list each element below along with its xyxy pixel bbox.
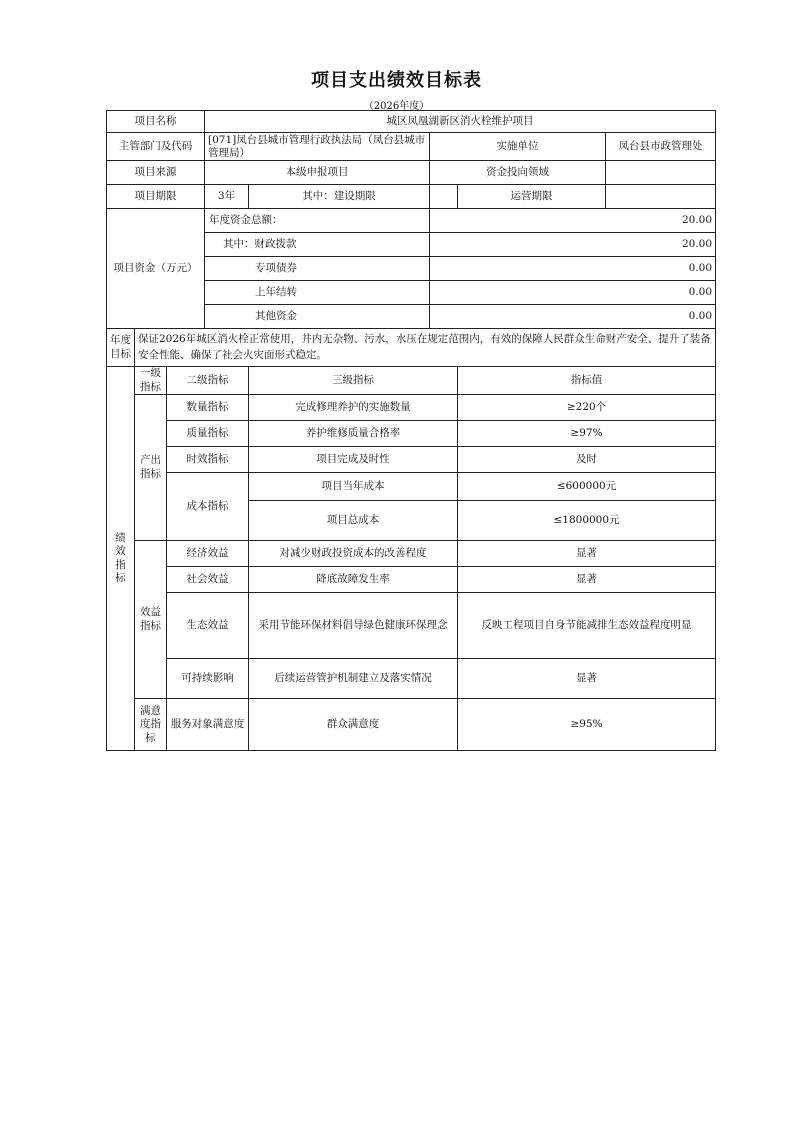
source-value: 本级申报项目 [205,161,430,185]
fund-row-label: 其中：财政拨款 [205,233,430,257]
indicator-value: 显著 [458,541,716,567]
indicator-l2: 质量指标 [167,421,249,447]
indicator-l3: 采用节能环保材料倡导绿色健康环保理念 [249,593,458,659]
funds-row [107,209,716,233]
indicator-l2: 可持续影响 [167,659,249,699]
build-period-value [430,185,458,209]
indicator-header-row [107,367,716,395]
indicator-row [107,567,716,593]
indicator-l2: 生态效益 [167,593,249,659]
indicator-value: ≤1800000元 [458,501,716,541]
indicator-l3: 完成修理养护的实施数量 [249,395,458,421]
indicator-row [107,593,716,659]
annual-goal-text: 保证2026年城区消火栓正常使用，井内无杂物、污水，水压在规定范围内，有效的保障人民群众生命财产安全、提升了装备安全性能、确保了社会火灾面形式稳定。 [135,329,716,367]
indicator-l3: 降底故障发生率 [249,567,458,593]
indicator-row [107,395,716,421]
page-title: 项目支出绩效目标表 [311,70,482,91]
indicator-value: 显著 [458,659,716,699]
indicator-l3: 后续运营管护机制建立及落实情况 [249,659,458,699]
benefit-indicators-label: 效益指标 [135,541,167,699]
operation-period-value [606,185,716,209]
row-annual-goal [107,329,716,367]
row-period [107,185,716,209]
indicator-row [107,447,716,473]
fund-row-value: 0.00 [430,257,716,281]
indicator-l2: 成本指标 [167,473,249,541]
source-label: 项目来源 [107,161,205,185]
implementer-value: 凤台县市政管理处 [606,133,716,161]
department-label: 主管部门及代码 [107,133,205,161]
indicator-l2: 经济效益 [167,541,249,567]
header-value: 指标值 [458,367,716,395]
annual-goal-label: 年度目标 [107,329,135,367]
year-subtitle: （2026年度） [363,101,430,112]
indicator-row [107,473,716,501]
row-department [107,133,716,161]
indicator-l2: 社会效益 [167,567,249,593]
period-label: 项目期限 [107,185,205,209]
indicator-value: ≤600000元 [458,473,716,501]
indicator-l2: 数量指标 [167,395,249,421]
fund-row-label: 上年结转 [205,281,430,305]
fund-row-label: 其他资金 [205,305,430,329]
indicator-l3: 对减少财政投资成本的改善程度 [249,541,458,567]
fund-row-value: 0.00 [430,281,716,305]
implementer-label: 实施单位 [430,133,606,161]
header-level2: 二级指标 [167,367,249,395]
investment-field-value [606,161,716,185]
indicator-value: 及时 [458,447,716,473]
fund-row-value: 0.00 [430,305,716,329]
row-project-name [107,111,716,133]
row-source [107,161,716,185]
indicator-l2: 时效指标 [167,447,249,473]
output-indicators-label: 产出指标 [135,395,167,541]
operation-period-label: 运营期限 [458,185,606,209]
indicator-l3: 项目当年成本 [249,473,458,501]
satisfaction-indicators-label: 满意度指标 [135,699,167,751]
project-name-value: 城区凤凰湖新区消火栓维护项目 [205,111,716,133]
indicator-value: 反映工程项目自身节能减排生态效益程度明显 [458,593,716,659]
fund-row-label: 专项债券 [205,257,430,281]
indicator-l3: 项目总成本 [249,501,458,541]
indicator-row [107,421,716,447]
indicator-row [107,659,716,699]
build-period-label: 其中：建设期限 [249,185,430,209]
indicator-l3: 群众满意度 [249,699,458,751]
funds-label: 项目资金（万元） [107,209,205,329]
investment-field-label: 资金投向领域 [430,161,606,185]
indicator-row [107,699,716,751]
fund-row-value: 20.00 [430,209,716,233]
indicator-value: ≥97% [458,421,716,447]
fund-row-value: 20.00 [430,233,716,257]
indicator-value: ≥220个 [458,395,716,421]
period-value: 3年 [205,185,249,209]
indicator-row [107,541,716,567]
header-level1: 一级指标 [135,367,167,395]
department-value: [071]凤台县城市管理行政执法局（凤台县城市管理局） [205,133,430,161]
performance-indicators-label: 绩效指标 [107,367,135,751]
indicator-l2: 服务对象满意度 [167,699,249,751]
indicator-l3: 养护维修质量合格率 [249,421,458,447]
fund-row-label: 年度资金总额： [205,209,430,233]
indicator-l3: 项目完成及时性 [249,447,458,473]
header-level3: 三级指标 [249,367,458,395]
indicator-value: 显著 [458,567,716,593]
project-name-label: 项目名称 [107,111,205,133]
indicator-value: ≥95% [458,699,716,751]
performance-target-table [106,110,716,751]
